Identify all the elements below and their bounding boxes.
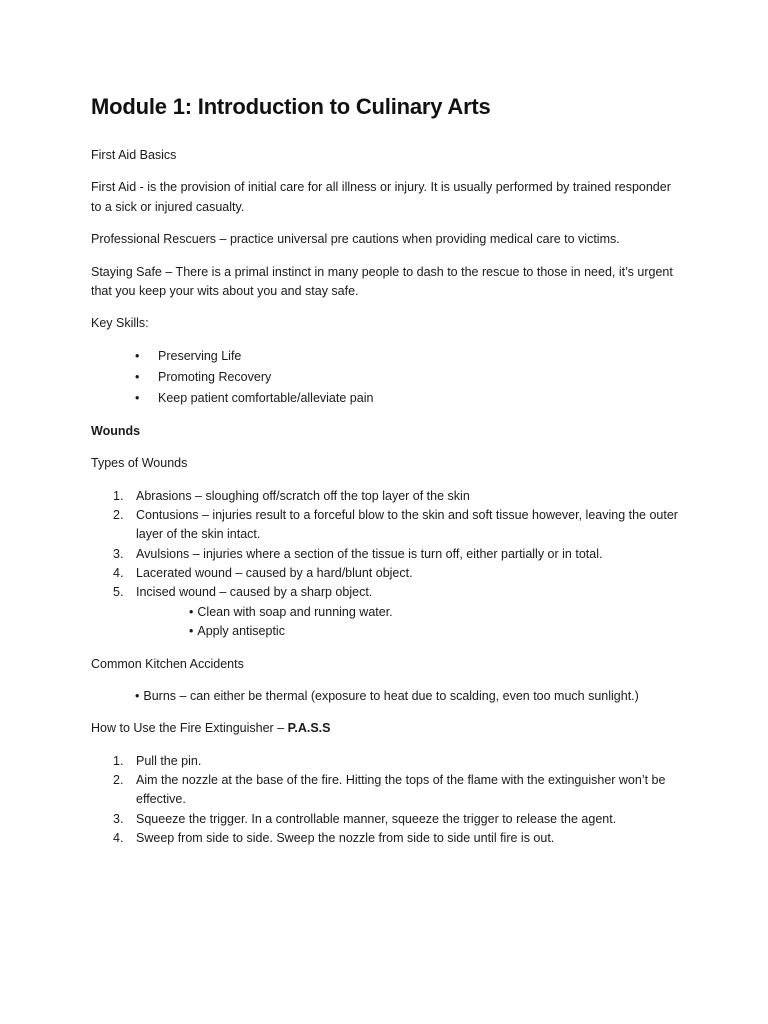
first-aid-heading: First Aid Basics [91, 148, 177, 163]
page-title: Module 1: Introduction to Culinary Arts [91, 94, 491, 119]
staying-safe-paragraph: Staying Safe – There is a primal instinct in many people to dash to the rescue to those in need, it’s urgent that you keep your wits about you and stay safe. [91, 264, 673, 298]
bullet-glyph: • [189, 624, 194, 639]
professional-rescuers-paragraph: Professional Rescuers – practice universal pre cautions when providing medical care to victims. [91, 232, 620, 247]
bullet-glyph: • [135, 688, 140, 703]
key-skill-item: • Preserving Life [135, 347, 678, 366]
key-skill-item: • Promoting Recovery [135, 368, 678, 387]
wound-care-list [91, 603, 678, 642]
pass-heading-prefix: How to Use the Fire Extinguisher – [91, 721, 288, 736]
key-skills-list [91, 347, 678, 409]
pass-step-item [113, 810, 678, 829]
wound-type-item [113, 545, 678, 564]
first-aid-definition: First Aid - is the provision of initial care for all illness or injury. It is usually performed by trained responder to a sick or injured casualty. [91, 180, 671, 214]
wound-type-item [113, 583, 678, 602]
list-item-text: Avulsions – injuries where a section of the tissue is turn off, either partially or in total. [136, 546, 603, 561]
list-number: 4. [113, 831, 124, 846]
key-skill-item: • Keep patient comfortable/alleviate pain [135, 389, 678, 408]
types-of-wounds-label: Types of Wounds [91, 456, 188, 471]
pass-acronym: P.A.S.S [287, 721, 331, 736]
list-number: 5. [113, 585, 124, 600]
list-item-text: Sweep from side to side. Sweep the nozzle from side to side until fire is out. [136, 831, 555, 846]
wounds-heading: Wounds [91, 423, 141, 438]
pass-step-item [113, 752, 678, 771]
list-number: 1. [113, 753, 124, 768]
list-number: 3. [113, 546, 124, 561]
pass-step-item [113, 829, 678, 848]
kitchen-accidents-heading: Common Kitchen Accidents [91, 656, 244, 671]
list-item-text: Abrasions – sloughing off/scratch off the top layer of the skin [136, 488, 470, 503]
wound-types-list [91, 487, 678, 603]
pass-steps-list [91, 752, 678, 849]
wound-care-item [189, 603, 678, 622]
pass-heading [91, 719, 678, 738]
list-number: 3. [113, 811, 124, 826]
list-item-text: Contusions – injuries result to a forceful blow to the skin and soft tissue however, leaving the outer layer of the skin intact. [136, 507, 678, 542]
key-skills-label: Key Skills: [91, 316, 149, 331]
list-number: 2. [113, 773, 124, 788]
list-item-text: Squeeze the trigger. In a controllable manner, squeeze the trigger to release the agent. [136, 811, 617, 826]
list-number: 1. [113, 488, 124, 503]
list-number: 4. [113, 566, 124, 581]
wound-type-item [113, 564, 678, 583]
list-item-text: Aim the nozzle at the base of the fire. Hitting the tops of the flame with the extinguisher won’t be effective. [136, 773, 666, 807]
wound-type-item [113, 506, 678, 545]
list-item-text: Lacerated wound – caused by a hard/blunt object. [136, 566, 413, 581]
list-number: 2. [113, 507, 124, 522]
list-item-text: Pull the pin. [136, 753, 202, 768]
wound-care-item [189, 622, 678, 641]
list-item-text: Burns – can either be thermal (exposure to heat due to scalding, even too much sunlight.) [143, 688, 639, 703]
burns-item [91, 687, 678, 706]
pass-step-item [113, 771, 678, 810]
list-item-text: Clean with soap and running water. [197, 604, 393, 619]
bullet-glyph: • [189, 604, 194, 619]
list-item-text: Apply antiseptic [197, 624, 285, 639]
list-item-text: Incised wound – caused by a sharp object. [136, 585, 373, 600]
wound-type-item [113, 487, 678, 506]
